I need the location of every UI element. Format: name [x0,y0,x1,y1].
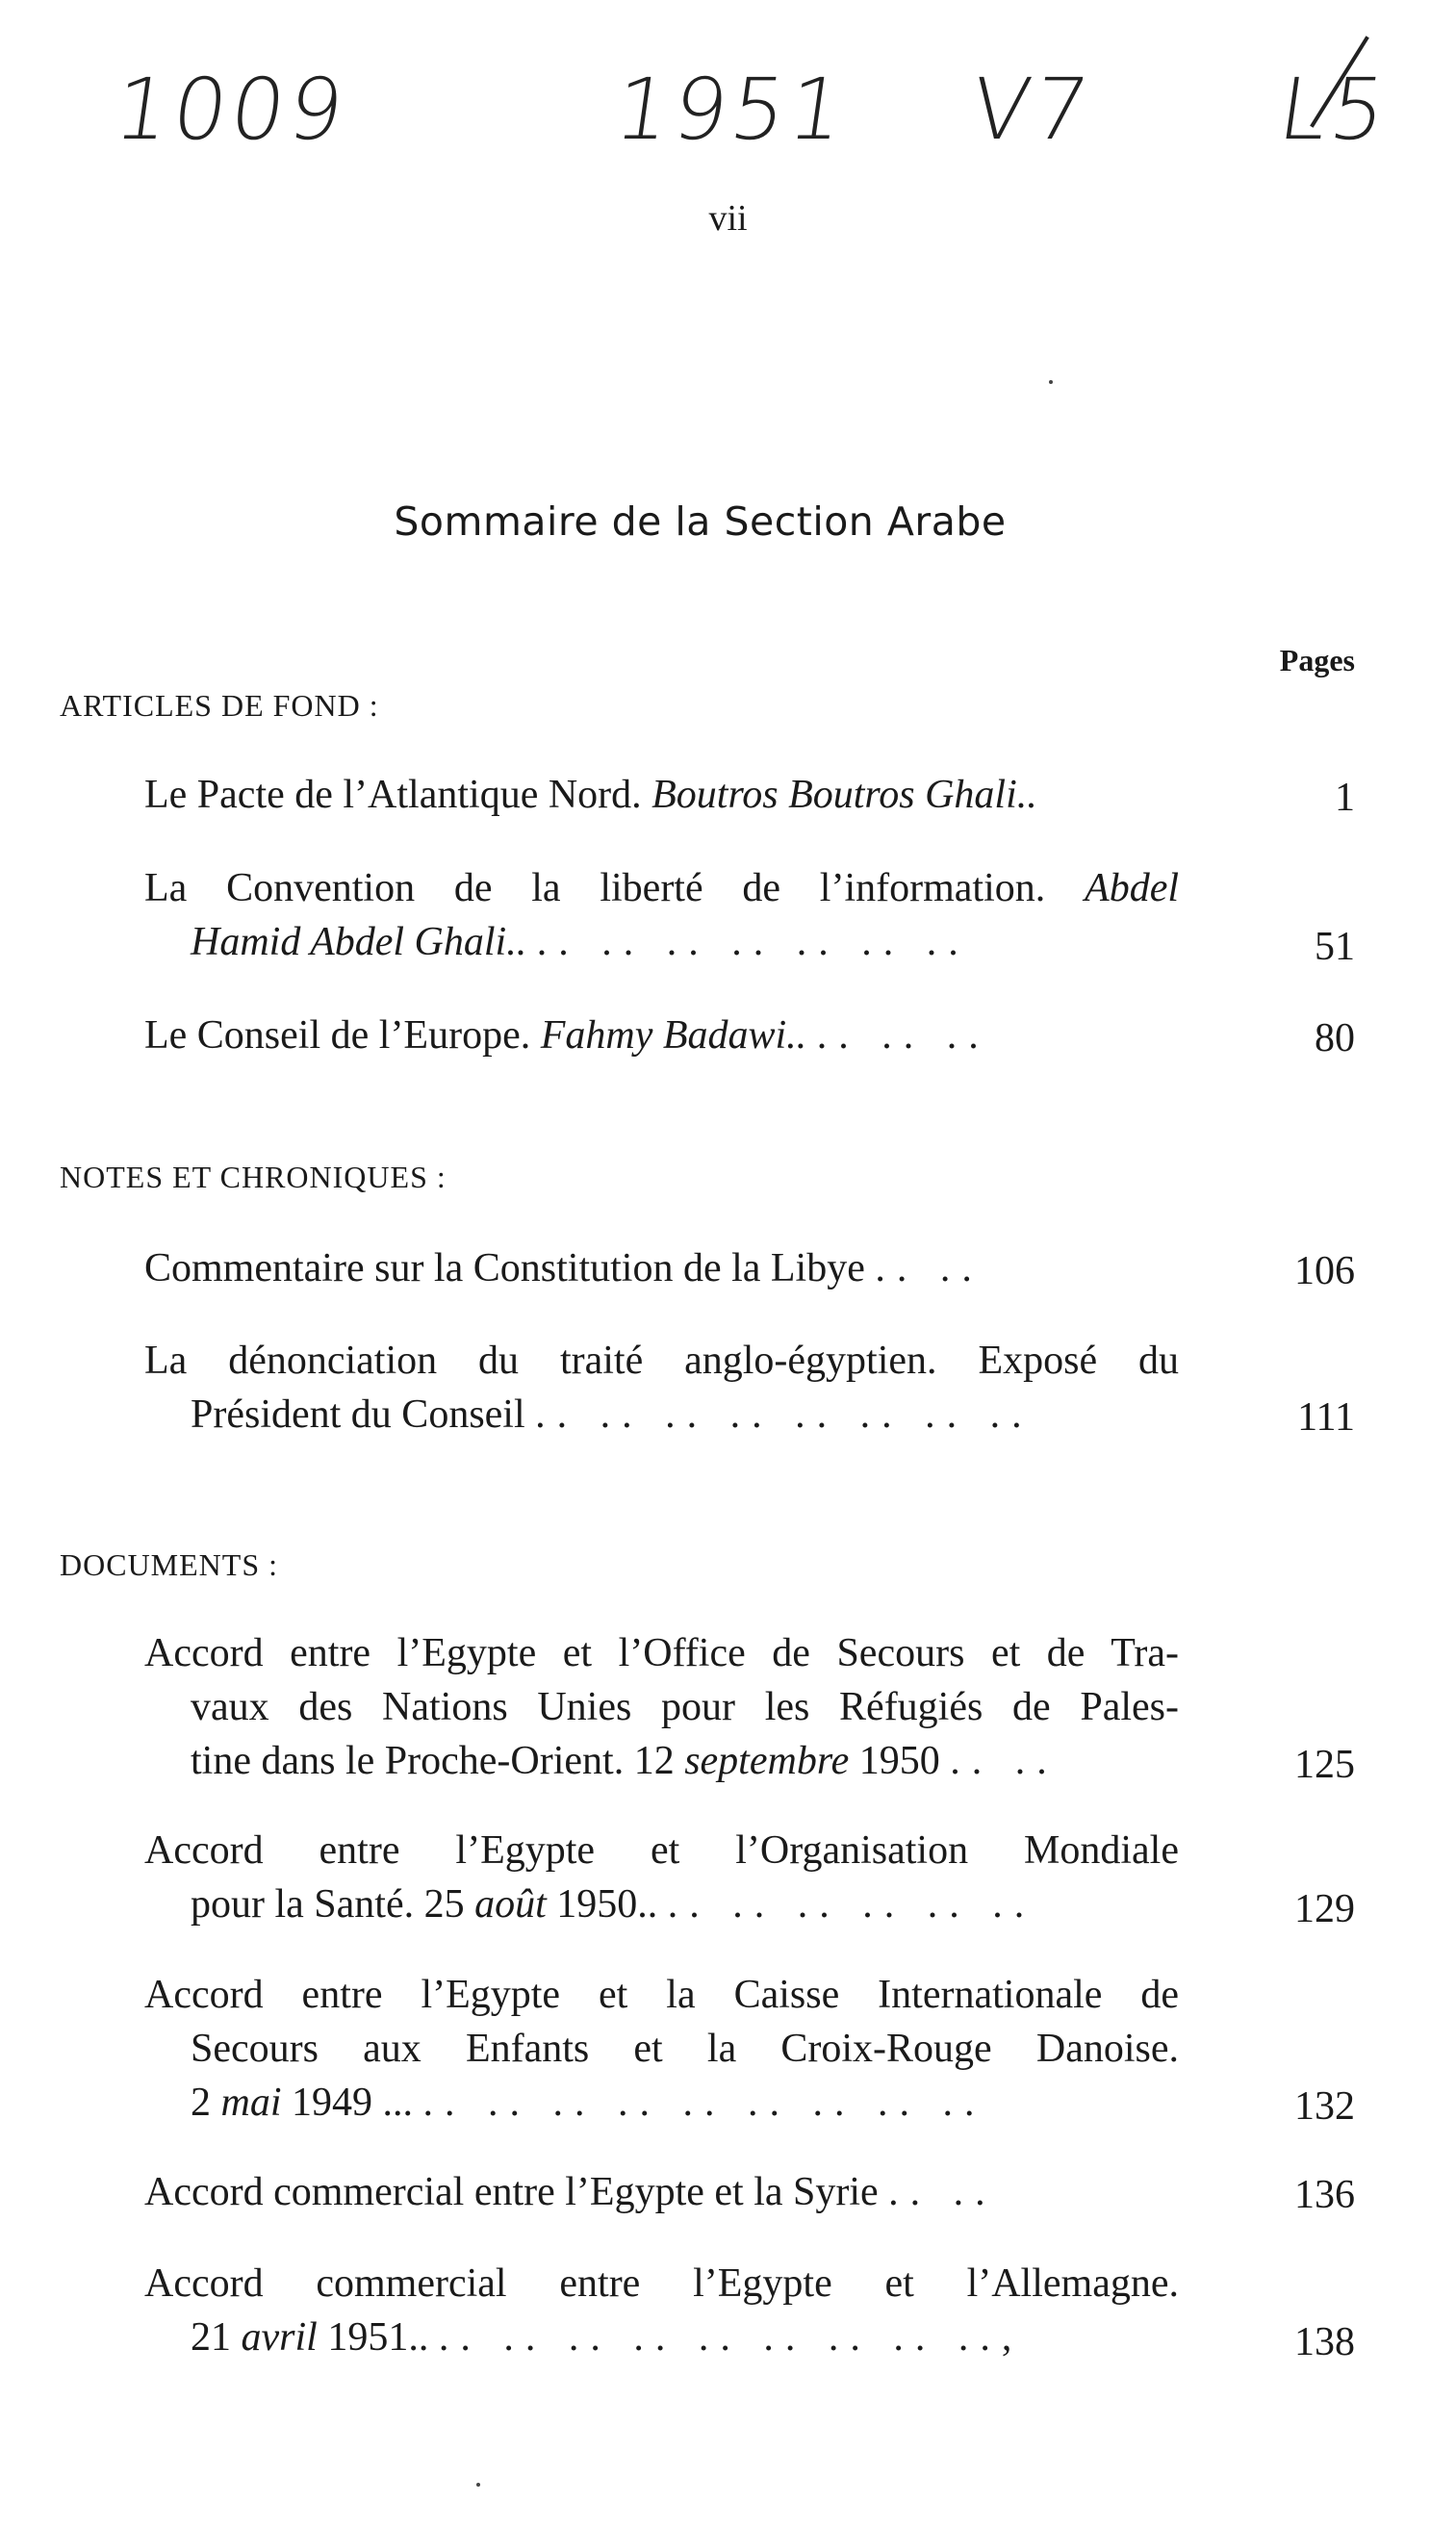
entry-date-year: 1951.. [327,2315,429,2360]
entry-title: pour la Santé. 25 [191,1882,465,1927]
dot-leaders: .. .. .. .. .. .. .. .. [535,1392,1034,1437]
entry-page: 138 [1294,2320,1355,2364]
toc-entry [144,2165,1179,2219]
toc-entry [144,861,1179,969]
entry-title: La Convention de la liberté de l’information. [144,866,1046,910]
section-heading: ARTICLES DE FOND : [60,688,379,723]
entry-title: La dénonciation du traité anglo-égyptien. Exposé du [144,1339,1179,1383]
dot-leaders: .. .. .. .. .. .. .. .. .., [438,2315,1024,2360]
entry-title: Président du Conseil [191,1392,525,1437]
dot-leaders: .. .. .. .. .. .. .. [536,920,970,964]
entry-page: 106 [1294,1249,1355,1293]
section-heading: NOTES ET CHRONIQUES : [60,1160,447,1194]
dot-leaders: .. .. [875,1246,983,1290]
section-heading: DOCUMENTS : [60,1547,279,1582]
entry-title: Le Pacte de l’Atlantique Nord. [144,773,642,817]
dot-leaders: .. .. .. .. .. .. [667,1882,1036,1927]
scan-speck [1049,380,1053,384]
entry-page: 1 [1335,776,1355,820]
entry-date-month: avril [241,2315,318,2360]
handwritten-mark: L5 [1272,60,1396,159]
entry-title: 2 [191,2081,211,2125]
handwritten-mark: 1009 [108,60,354,159]
entry-title: Accord commercial entre l’Egypte et l’Allemagne. [144,2261,1179,2306]
dot-leaders: .. .. .. [816,1013,990,1058]
toc-entry [144,1334,1179,1442]
pages-column-label: Pages [1279,643,1355,677]
page-title: Sommaire de la Section Arabe [394,498,1007,545]
handwritten-mark: V7 [964,60,1099,159]
entry-page: 51 [1315,925,1355,969]
entry-title: Accord entre l’Egypte et l’Office de Secours et de Tra- [144,1631,1179,1675]
entry-date-year: 1950 [858,1739,940,1783]
dot-leaders: .. .. [950,1739,1059,1783]
toc-entry [144,768,1179,822]
entry-page: 136 [1294,2173,1355,2217]
toc-entry [144,1626,1179,1788]
toc-entry [144,2257,1179,2364]
dot-leaders: .. .. [888,2170,997,2214]
handwritten-mark: 1951 [608,60,855,159]
entry-page: 80 [1315,1016,1355,1060]
entry-title: Accord commercial entre l’Egypte et la Syrie [144,2170,879,2214]
entry-page: 125 [1294,1743,1355,1787]
entry-title: Accord entre l’Egypte et la Caisse Internationale de [144,1973,1179,2017]
entry-title: Secours aux Enfants et la Croix-Rouge Danoise. [191,2027,1179,2071]
entry-title: Accord entre l’Egypte et l’Organisation Mondiale [144,1828,1179,1873]
entry-date-year: 1950.. [556,1882,658,1927]
dot-leaders: .. .. .. .. .. .. .. .. .. [422,2081,986,2125]
entry-date-month: août [474,1882,547,1927]
entry-author: Hamid Abdel Ghali.. [191,920,527,964]
entry-page: 129 [1294,1887,1355,1931]
entry-author: Fahmy Badawi.. [540,1013,807,1058]
entry-title: Commentaire sur la Constitution de la Libye [144,1246,865,1290]
entry-title: vaux des Nations Unies pour les Réfugiés de Pales- [191,1685,1179,1729]
entry-date-month: septembre [684,1739,850,1783]
entry-author: Boutros Boutros Ghali.. [651,773,1037,817]
toc-entry [144,1824,1179,1931]
entry-date-month: mai [220,2081,282,2125]
entry-date-year: 1949 ... [292,2081,413,2125]
entry-page: 132 [1294,2084,1355,2129]
entry-author: Abdel [1085,866,1179,910]
entry-page: 111 [1297,1395,1355,1440]
entry-title: Le Conseil de l’Europe. [144,1013,531,1058]
scan-speck [476,2483,480,2487]
entry-title: 21 [191,2315,231,2360]
toc-entry [144,1968,1179,2130]
toc-entry [144,1241,1179,1295]
entry-title: tine dans le Proche-Orient. 12 [191,1739,675,1783]
page-number: vii [708,198,748,239]
toc-entry [144,1009,1179,1062]
